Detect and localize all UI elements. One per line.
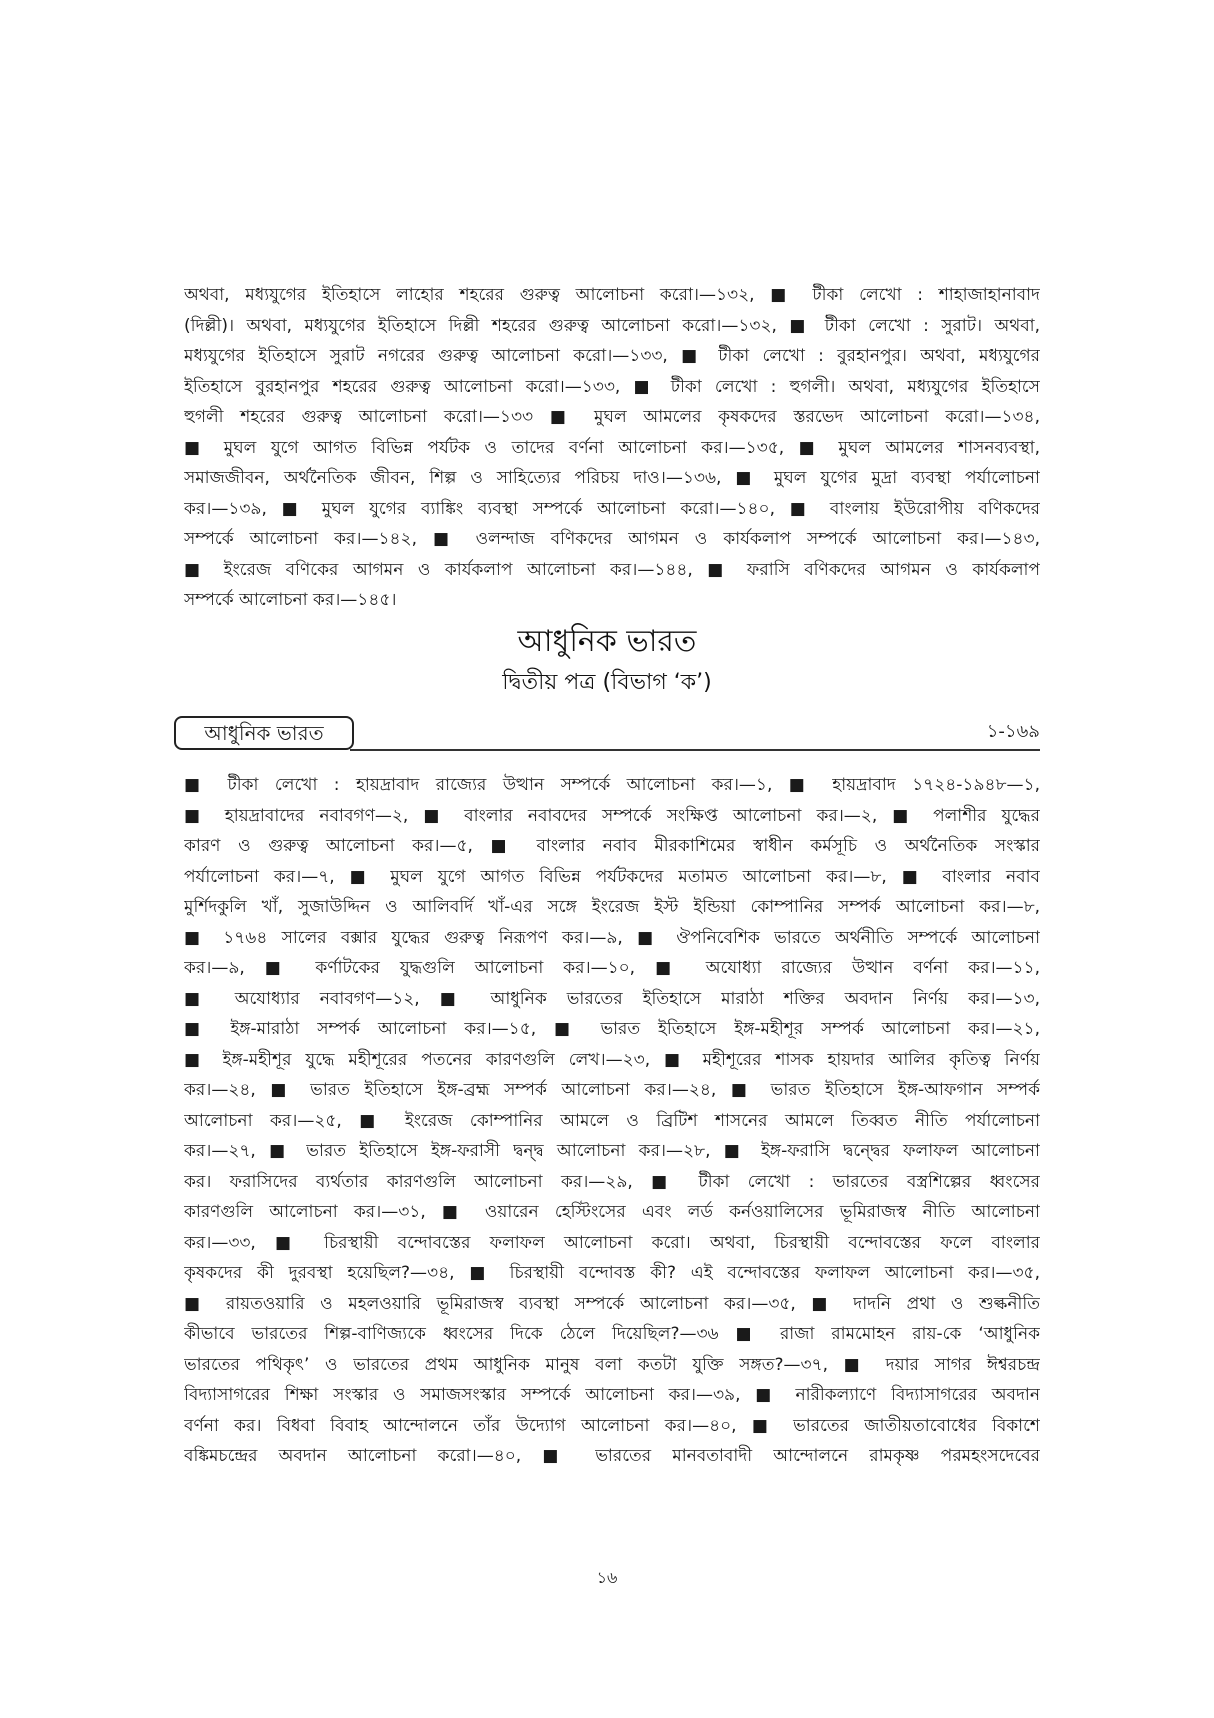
text-line: পর্যালোচনা কর।—৭, ■ মুঘল যুগে আগত বিভিন্ন পর্যটকদের মতামত আলোচনা কর।—৮, ■ বাংলার নবাব [184, 866, 1040, 887]
text-line: ■ মুঘল যুগে আগত বিভিন্ন পর্যটক ও তাদের বর্ণনা আলোচনা কর।—১৩৫, ■ মুঘল আমলের শাসনব্যবস্থা, [184, 437, 1040, 458]
text-line: হুগলী শহরের গুরুত্ব আলোচনা করো।—১৩৩ ■ মুঘল আমলের কৃষকদের স্তরভেদ আলোচনা করো।—১৩৪, [184, 407, 1040, 427]
chapter-title: আধুনিক ভারত [517, 624, 697, 659]
text-line: আলোচনা কর।—২৫, ■ ইংরেজ কোম্পানির আমলে ও ব্রিটিশ শাসনের আমলে তিব্বত নীতি পর্যালোচনা [184, 1110, 1040, 1131]
text-line: ■ অযোধ্যার নবাবগণ—১২, ■ আধুনিক ভারতের ইতিহাসে মারাঠা শক্তির অবদান নির্ণয় কর।—১৩, [184, 988, 1040, 1009]
text-line: ■ হায়দ্রাবাদের নবাবগণ—২, ■ বাংলার নবাবদের সম্পর্কে সংক্ষিপ্ত আলোচনা কর।—২, ■ পলাশীর যুদ্ধের [184, 805, 1040, 826]
section-divider [350, 749, 1040, 751]
text-line: ■ টীকা লেখো : হায়দ্রাবাদ রাজ্যের উত্থান সম্পর্কে আলোচনা কর।—১, ■ হায়দ্রাবাদ ১৭২৪-১৯৪৮—১, [184, 775, 1040, 795]
text-line: অথবা, মধ্যযুগের ইতিহাসে লাহোর শহরের গুরুত্ব আলোচনা করো।—১৩২, ■ টীকা লেখো : শাহাজাহানাবাদ [184, 285, 1040, 305]
section-page-range: ১-১৬৯ [986, 721, 1040, 742]
text-line: (দিল্লী)। অথবা, মধ্যযুগের ইতিহাসে দিল্লী শহরের গুরুত্ব আলোচনা করো।—১৩২, ■ টীকা লেখো : সুরাট। অথবা, [184, 315, 1040, 336]
text-line: ইতিহাসে বুরহানপুর শহরের গুরুত্ব আলোচনা করো।—১৩৩, ■ টীকা লেখো : হুগলী। অথবা, মধ্যযুগের ইতিহাসে [184, 376, 1040, 397]
text-line: ■ ১৭৬৪ সালের বক্সার যুদ্ধের গুরুত্ব নিরূপণ কর।—৯, ■ ঔপনিবেশিক ভারতে অর্থনীতি সম্পর্কে আলোচনা [184, 927, 1040, 948]
text-line: মুর্শিদকুলি খাঁ, সুজাউদ্দিন ও আলিবর্দি খাঁ-এর সঙ্গে ইংরেজ ইস্ট ইন্ডিয়া কোম্পানির সম্পর্ক আলোচনা কর।—৮, [184, 897, 1040, 917]
text-line: বর্ণনা কর। বিধবা বিবাহ আন্দোলনে তাঁর উদ্যোগ আলোচনা কর।—৪০, ■ ভারতের জাতীয়তাবোধের বিকাশে [184, 1415, 1040, 1436]
text-line: মধ্যযুগের ইতিহাসে সুরাট নগরের গুরুত্ব আলোচনা করো।—১৩৩, ■ টীকা লেখো : বুরহানপুর। অথবা, মধ্যযুগের [184, 346, 1040, 366]
text-line: কর।—৩৩, ■ চিরস্থায়ী বন্দোবস্তের ফলাফল আলোচনা করো। অথবা, চিরস্থায়ী বন্দোবস্তের ফলে বাংলার [184, 1232, 1040, 1253]
text-line: কর।—২৪, ■ ভারত ইতিহাসে ইঙ্গ-ব্রহ্ম সম্পর্ক আলোচনা কর।—২৪, ■ ভারত ইতিহাসে ইঙ্গ-আফগান সম্পর্ক [184, 1080, 1040, 1100]
text-line: সমাজজীবন, অর্থনৈতিক জীবন, শিল্প ও সাহিত্যের পরিচয় দাও।—১৩৬, ■ মুঘল যুগের মুদ্রা ব্যবস্থা পর্যালোচনা [184, 468, 1040, 488]
topic-list-continued [184, 280, 1040, 616]
text-line: সম্পর্কে আলোচনা কর।—১৪৫। [184, 590, 397, 610]
topic-list [184, 770, 1040, 1472]
section-header [174, 716, 1040, 754]
section-label-box: আধুনিক ভারত [174, 716, 354, 750]
chapter-subtitle: দ্বিতীয় পত্র (বিভাগ ‘ক’) [502, 670, 712, 695]
text-line: কর।—৯, ■ কর্ণাটকের যুদ্ধগুলি আলোচনা কর।—১০, ■ অযোধ্যা রাজ্যের উত্থান বর্ণনা কর।—১১, [184, 958, 1040, 978]
text-line: কৃষকদের কী দুরবস্থা হয়েছিল?—৩৪, ■ চিরস্থায়ী বন্দোবস্ত কী? এই বন্দোবস্তের ফলাফল আলোচনা কর।—৩৫, [184, 1263, 1040, 1283]
text-line: বঙ্কিমচন্দ্রের অবদান আলোচনা করো।—৪০, ■ ভারতের মানবতাবাদী আন্দোলনে রামকৃষ্ণ পরমহংসদেবের [184, 1446, 1040, 1466]
text-line: কারণগুলি আলোচনা কর।—৩১, ■ ওয়ারেন হেস্টিংসের এবং লর্ড কর্নওয়ালিসের ভূমিরাজস্ব নীতি আলোচনা [184, 1202, 1040, 1222]
text-line: কর।—১৩৯, ■ মুঘল যুগের ব্যাঙ্কিং ব্যবস্থা সম্পর্কে আলোচনা করো।—১৪০, ■ বাংলায় ইউরোপীয় বণিকদের [184, 498, 1040, 519]
text-line: ■ ইংরেজ বণিকের আগমন ও কার্যকলাপ আলোচনা কর।—১৪৪, ■ ফরাসি বণিকদের আগমন ও কার্যকলাপ [184, 559, 1040, 580]
text-line: ■ ইঙ্গ-মারাঠা সম্পর্ক আলোচনা কর।—১৫, ■ ভারত ইতিহাসে ইঙ্গ-মহীশূর সম্পর্ক আলোচনা কর।—২১, [184, 1019, 1040, 1039]
text-line: ■ রায়তওয়ারি ও মহলওয়ারি ভূমিরাজস্ব ব্যবস্থা সম্পর্কে আলোচনা কর।—৩৫, ■ দাদনি প্রথা ও শুল্কনীতি [184, 1293, 1040, 1314]
text-line: ভারতের পথিকৃৎ’ ও ভারতের প্রথম আধুনিক মানুষ বলা কতটা যুক্তি সঙ্গত?—৩৭, ■ দয়ার সাগর ঈশ্বরচন্দ্র [184, 1354, 1040, 1375]
text-line: বিদ্যাসাগরের শিক্ষা সংস্কার ও সমাজসংস্কার সম্পর্কে আলোচনা কর।—৩৯, ■ নারীকল্যাণে বিদ্যাসাগরের অবদান [184, 1385, 1040, 1405]
text-line: কারণ ও গুরুত্ব আলোচনা কর।—৫, ■ বাংলার নবাব মীরকাশিমের স্বাধীন কর্মসূচি ও অর্থনৈতিক সংস্কার [184, 836, 1040, 856]
text-line: কর।—২৭, ■ ভারত ইতিহাসে ইঙ্গ-ফরাসী দ্বন্দ্ব আলোচনা কর।—২৮, ■ ইঙ্গ-ফরাসি দ্বন্দ্বের ফলাফল আলোচনা [184, 1141, 1040, 1161]
text-line: সম্পর্কে আলোচনা কর।—১৪২, ■ ওলন্দাজ বণিকদের আগমন ও কার্যকলাপ সম্পর্কে আলোচনা কর।—১৪৩, [184, 529, 1040, 549]
text-line: কীভাবে ভারতের শিল্প-বাণিজ্যকে ধ্বংসের দিকে ঠেলে দিয়েছিল?—৩৬ ■ রাজা রামমোহন রায়-কে ‘আধুনিক [184, 1324, 1040, 1344]
page-number: ১৬ [596, 1568, 618, 1587]
text-line: ■ ইঙ্গ-মহীশূর যুদ্ধে মহীশূরের পতনের কারণগুলি লেখ।—২৩, ■ মহীশূরের শাসক হায়দার আলির কৃতিত্ব নির্ণয় [184, 1049, 1040, 1070]
text-line: কর। ফরাসিদের ব্যর্থতার কারণগুলি আলোচনা কর।—২৯, ■ টীকা লেখো : ভারতের বস্ত্রশিল্পের ধ্বংসের [184, 1171, 1040, 1192]
